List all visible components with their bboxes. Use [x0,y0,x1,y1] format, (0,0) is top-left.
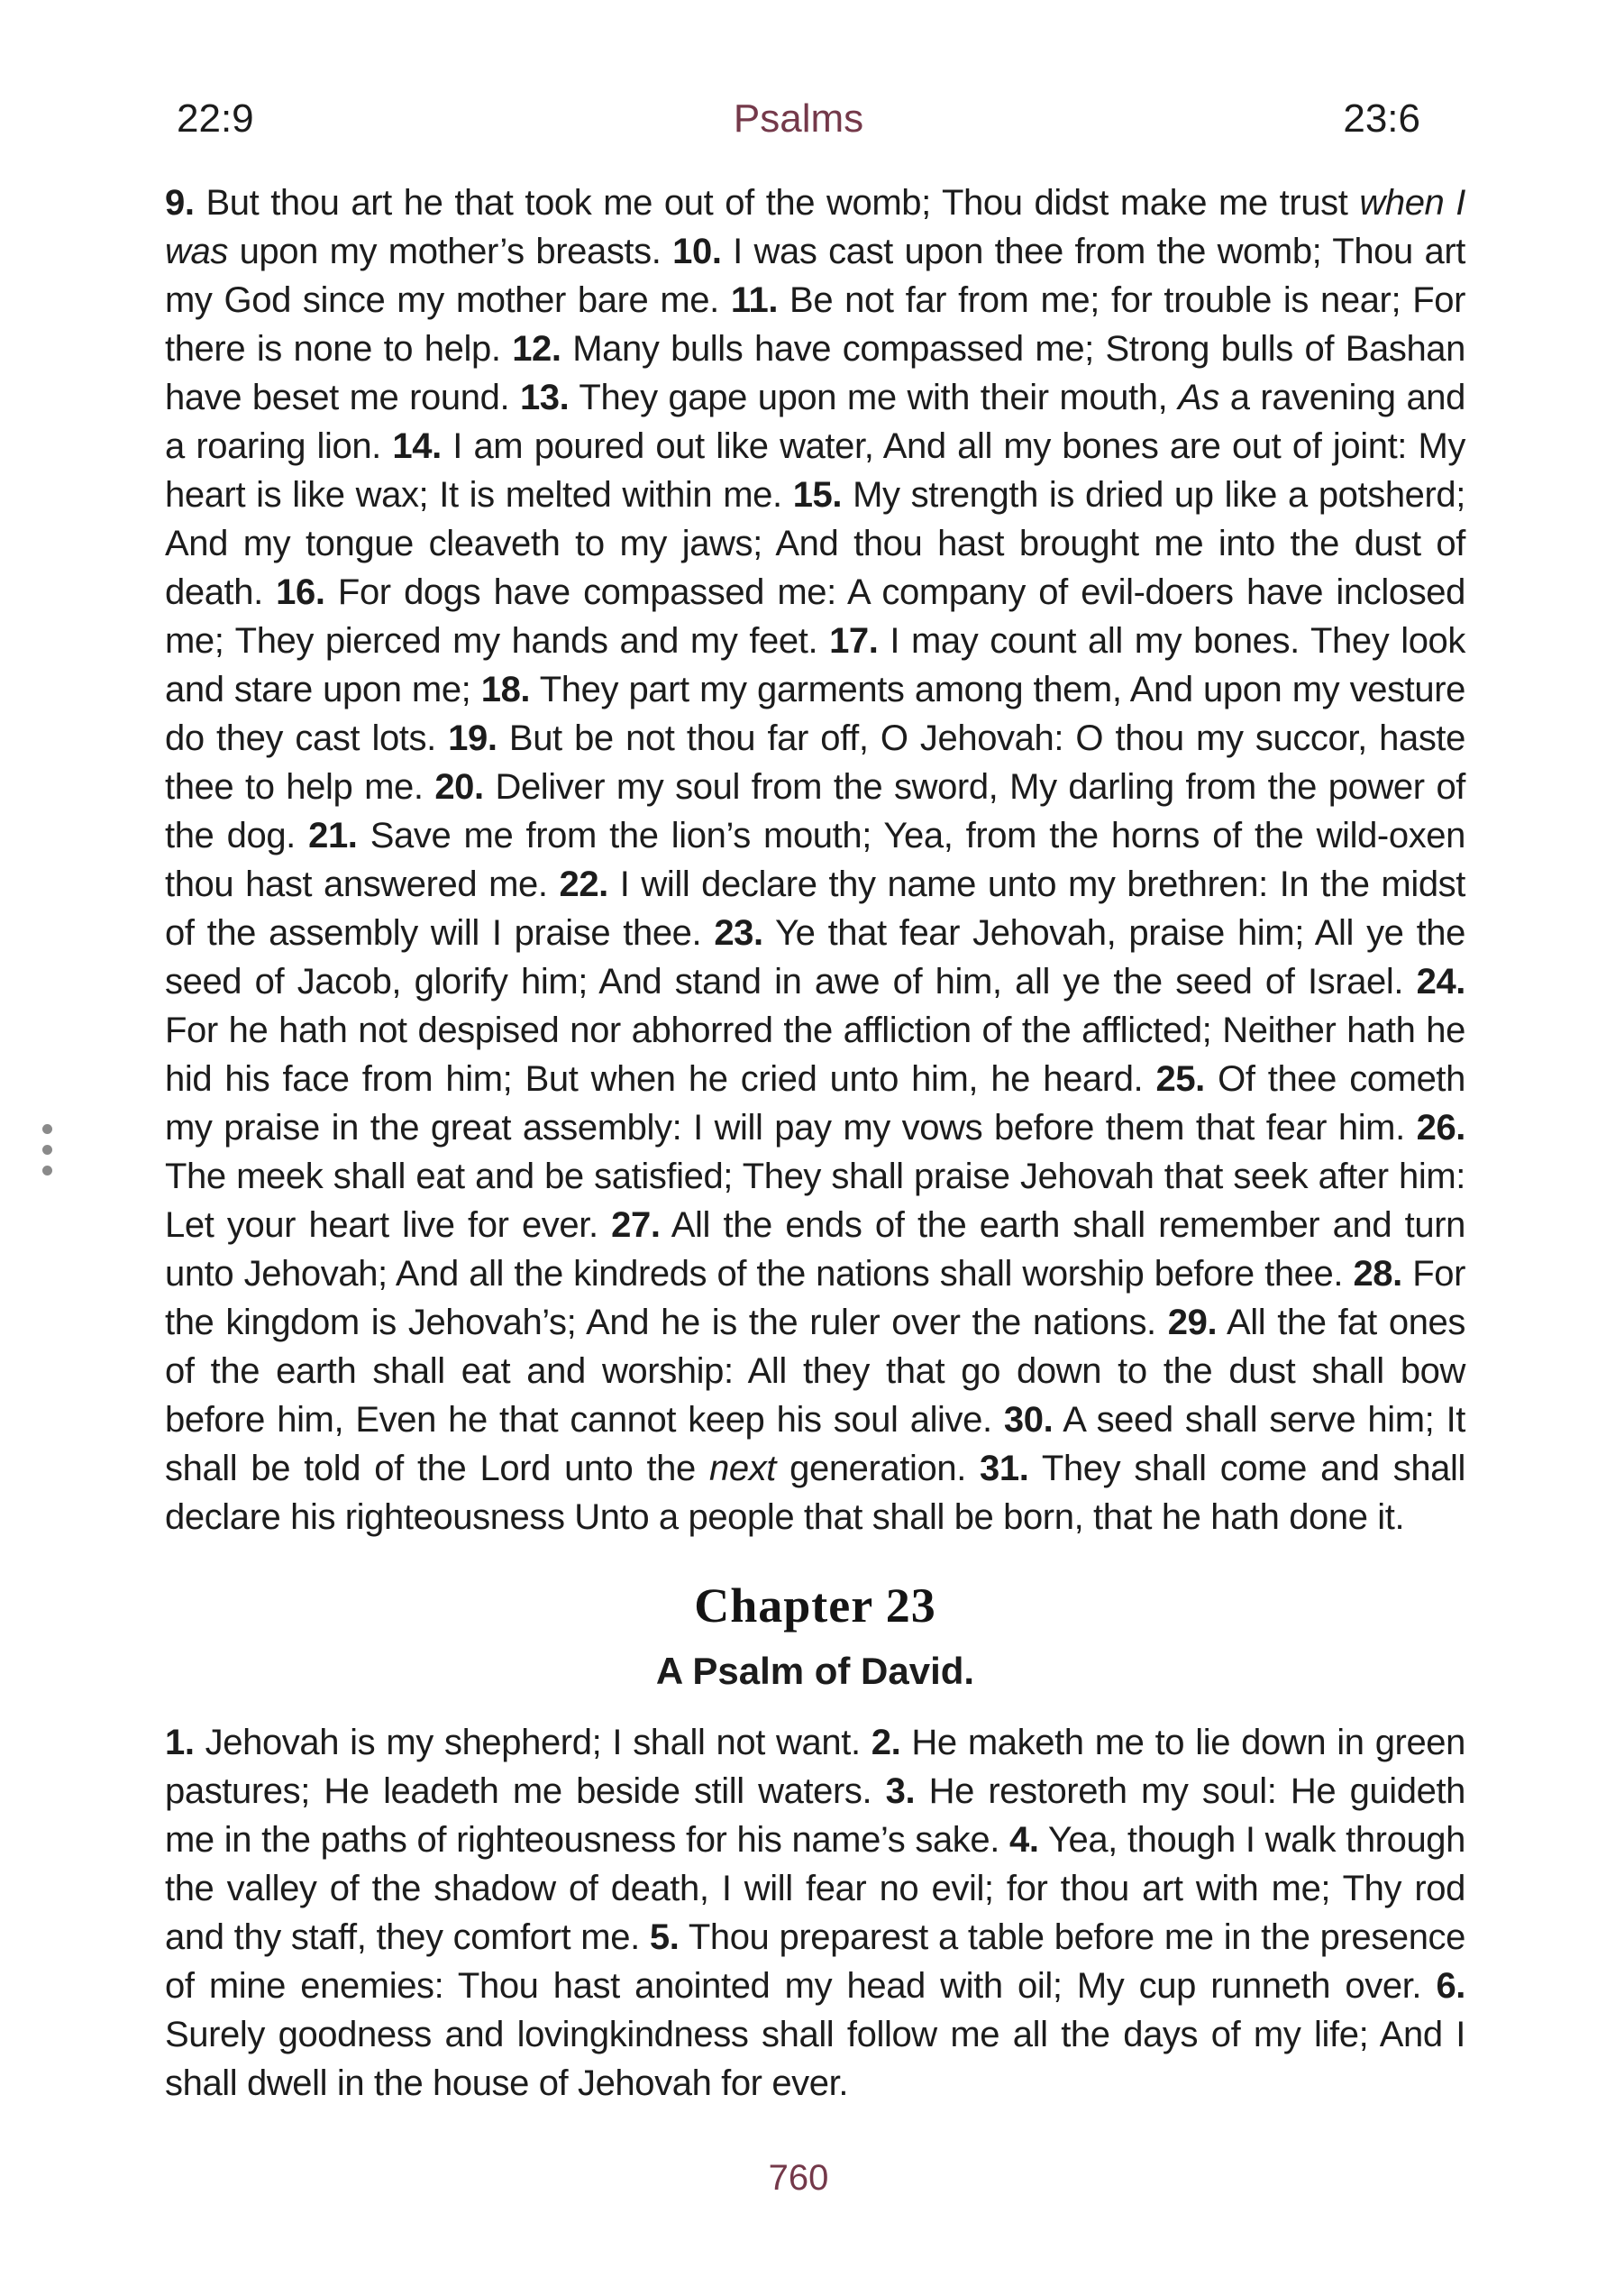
page-number: 760 [768,2158,829,2198]
handle-dot-icon [42,1145,52,1155]
scripture-page [165,178,1465,2108]
handle-dot-icon [42,1166,52,1175]
page-start-ref: 22:9 [177,96,254,141]
side-drag-handle[interactable] [39,1121,56,1179]
chapter-heading: Chapter 23 [694,1578,936,1633]
handle-dot-icon [42,1124,52,1134]
chapter-subtitle: A Psalm of David. [655,1650,975,1692]
reader-header [177,97,1420,141]
page-end-ref: 23:6 [1343,96,1420,141]
book-title[interactable]: Psalms [733,96,864,141]
psalm-23-text: 1. Jehovah is my shepherd; I shall not want. 2. He maketh me to lie down in green pastures; He leadeth me beside still waters. 3. He restoreth my soul: He guideth me in the paths of righteousness for his name’s sake. 4. Yea, though I walk through the valley of the shadow of death, I will fear no evil; for thou art with me; Thy rod and thy staff, they comfort me. 5. Thou preparest a table before me in the presence of mine enemies: Thou hast anointed my head with oil; My cup runneth over. 6. Surely goodness and lovingkindness shall follow me all the days of my life; And I shall dwell in the house of Jehovah for ever. [165,1723,1465,2103]
psalm-22-text: 9. But thou art he that took me out of the womb; Thou didst make me trust when I was upon my mother’s breasts. 10. I was cast upon thee from the womb; Thou art my God since my mother bare me. 11. Be not far from me; for trouble is near; For there is none to help. 12. Many bulls have compassed me; Strong bulls of Bashan have beset me round. 13. They gape upon me with their mouth, As a ravening and a roaring lion. 14. I am poured out like water, And all my bones are out of joint: My heart is like wax; It is melted within me. 15. My strength is dried up like a potsherd; And my tongue cleaveth to my jaws; And thou hast brought me into the dust of death. 16. For dogs have compassed me: A company of evil-doers have inclosed me; They pierced my hands and my feet. 17. I may count all my bones. They look and stare upon me; 18. They part my garments among them, And upon my vesture do they cast lots. 19. But be not thou far off, O Jehovah: O thou my succor, haste thee to help me. 20. Deliver my soul from the sword, My darling from the power of the dog. 21. Save me from the lion’s mouth; Yea, from the horns of the wild-oxen thou hast answered me. 22. I will declare thy name unto my brethren: In the midst of the assembly will I praise thee. 23. Ye that fear Jehovah, praise him; All ye the seed of Jacob, glorify him; And stand in awe of him, all ye the seed of Israel. 24. For he hath not despised nor abhorred the affliction of the afflicted; Neither hath he hid his face from him; But when he cried unto him, he heard. 25. Of thee cometh my praise in the great assembly: I will pay my vows before them that fear him. 26. The meek shall eat and be satisfied; They shall praise Jehovah that seek after him: Let your heart live for ever. 27. All the ends of the earth shall remember and turn unto Jehovah; And all the kindreds of the nations shall worship before thee. 28. For the kingdom is Jehovah’s; And he is the ruler over the nations. 29. All the fat ones of the earth shall eat and worship: All they that go down to the dust shall bow before him, Even he that cannot keep his soul alive. 30. A seed shall serve him; It shall be told of the Lord unto the next generation. 31. They shall come and shall declare his righteousness Unto a people that shall be born, that he hath done it. [165,183,1466,1537]
